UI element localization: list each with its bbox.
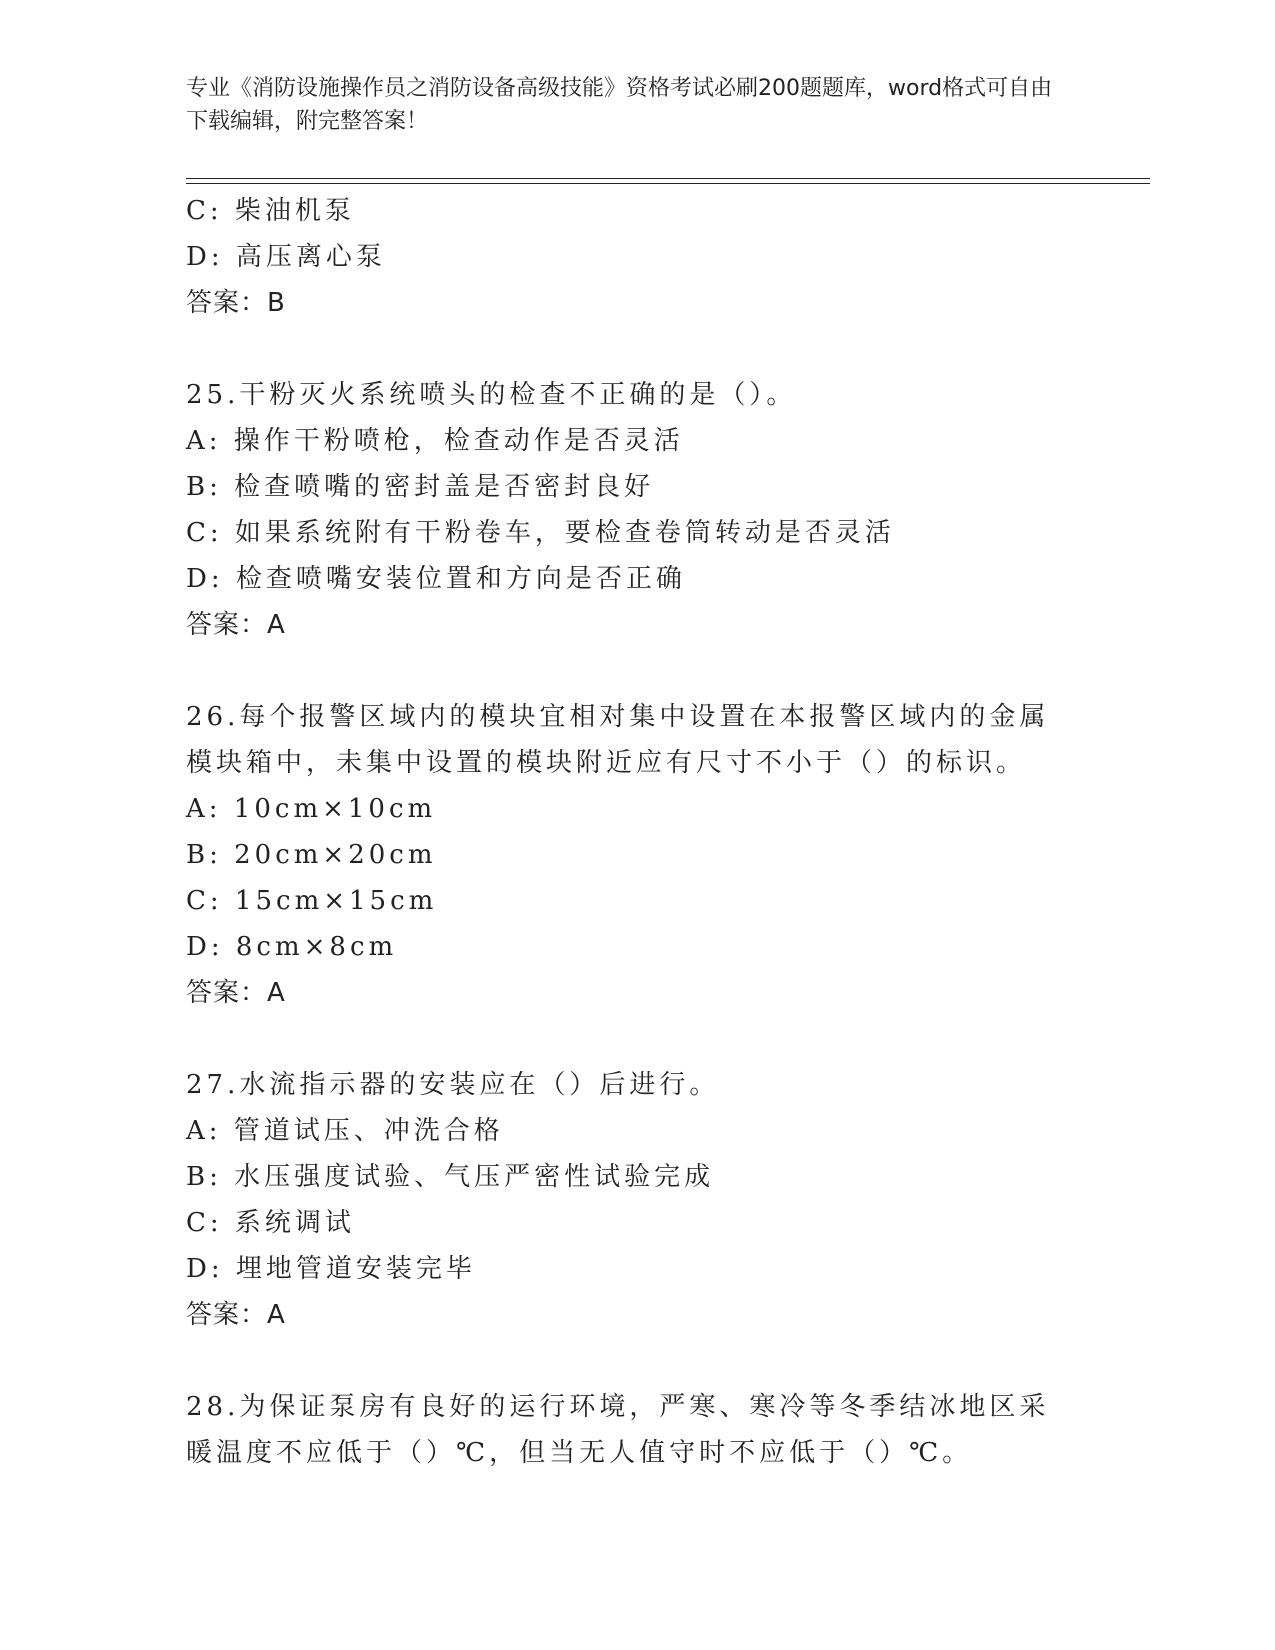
option-c: C: 柴油机泵: [186, 196, 355, 226]
option-d: D: 埋地管道安装完毕: [186, 1254, 476, 1284]
option-a: A: 管道试压、冲洗合格: [186, 1116, 504, 1146]
spacer: [186, 1016, 1086, 1062]
question-24-tail: [186, 188, 1086, 326]
answer-line: 答案：A: [186, 1300, 286, 1330]
question-stem: 28.为保证泵房有良好的运行环境，严寒、寒冷等冬季结冰地区采暖温度不应低于（）℃，但当无人值守时不应低于（）℃。: [186, 1392, 1050, 1468]
option-a: A: 操作干粉喷枪，检查动作是否灵活: [186, 426, 684, 456]
option-d: D: 检查喷嘴安装位置和方向是否正确: [186, 564, 686, 594]
option-c: C: 如果系统附有干粉卷车，要检查卷筒转动是否灵活: [186, 518, 895, 548]
spacer: [186, 1338, 1086, 1384]
option-b: B: 水压强度试验、气压严密性试验完成: [186, 1162, 715, 1192]
header-rule-bottom: [186, 183, 1150, 184]
option-c: C: 15cm×15cm: [186, 886, 438, 916]
answer-line: 答案：B: [186, 288, 286, 318]
spacer: [186, 648, 1086, 694]
answer-line: 答案：A: [186, 978, 286, 1008]
question-stem: 27.水流指示器的安装应在（）后进行。: [186, 1070, 720, 1100]
question-26: [186, 694, 1086, 1016]
option-c: C: 系统调试: [186, 1208, 355, 1238]
option-b: B: 20cm×20cm: [186, 840, 437, 870]
question-stem: 26.每个报警区域内的模块宜相对集中设置在本报警区域内的金属模块箱中，未集中设置的模块附近应有尺寸不小于（）的标识。: [186, 702, 1050, 778]
spacer: [186, 326, 1086, 372]
question-28: [186, 1384, 1086, 1476]
question-stem: 25.干粉灭火系统喷头的检查不正确的是（）。: [186, 380, 797, 410]
question-27: [186, 1062, 1086, 1338]
option-d: D: 8cm×8cm: [186, 932, 398, 962]
answer-line: 答案：A: [186, 610, 286, 640]
question-list: [186, 188, 1086, 1476]
document-header: 专业《消防设施操作员之消防设备高级技能》资格考试必刷200题题库，word格式可自由下载编辑，附完整答案！: [186, 76, 1053, 134]
question-25: [186, 372, 1086, 648]
option-d: D: 高压离心泵: [186, 242, 386, 272]
header-rule-top: [186, 178, 1150, 179]
option-a: A: 10cm×10cm: [186, 794, 437, 824]
option-b: B: 检查喷嘴的密封盖是否密封良好: [186, 472, 655, 502]
